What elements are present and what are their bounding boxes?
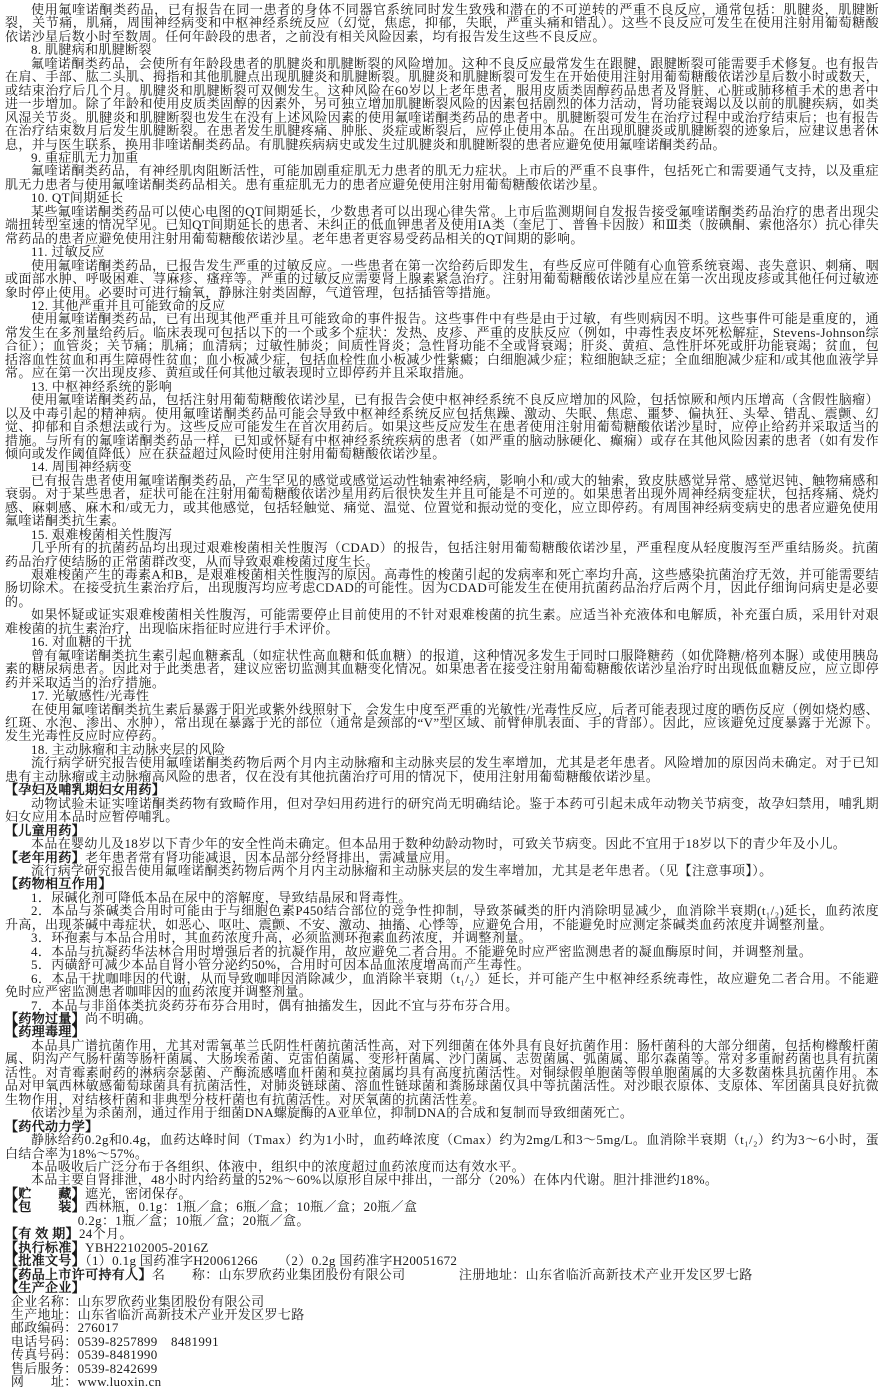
paragraph: 1．尿碱化剂可降低本品在尿中的溶解度，导致结晶尿和肾毒性。 [31, 889, 412, 905]
field-value: 遮光，密闭保存。 [85, 1185, 192, 1201]
field-row [5, 851, 879, 864]
paragraph: 依诺沙星为杀菌剂，通过作用于细菌DNA螺旋酶的A亚单位，抑制DNA的合成和复制而导致细菌死亡。 [31, 1105, 634, 1121]
field-label: 【药品上市许可持有人】 [5, 1266, 152, 1282]
field-label: 【贮 藏】 [5, 1185, 86, 1201]
paragraph: 静脉给药0.2g和0.4g，血药达峰时间（Tmax）约为1小时，血药峰浓度（Cmax）约为2mg/L和3～5mg/L。血消除半衰期（t₁/₂）约为3～6小时，蛋白结合率为18%～57%。 [5, 1132, 879, 1161]
paragraph: 某些氟喹诺酮类药品可以使心电图的QT间期延长，少数患者可以出现心律失常。上市后监测期间自发报告接受氟喹诺酮类药品治疗的患者出现尖端扭转型室速的情况罕见。已知QT间期延长的患者、未纠正的低血钾患者及使用IA类（奎尼丁、普鲁卡因胺）和Ⅲ类（胺碘酮、索他洛尔）抗心律失常药品的患者应避免使用注射用葡萄糖酸依诺沙星。老年患者更容易受药品相关的QT间期的影响。 [5, 203, 879, 246]
section-heading: 18. 主动脉瘤和主动脉夹层的风险 [31, 741, 226, 757]
paragraph: 氟喹诺酮类药品，会使所有年龄段患者的肌腱炎和肌腱断裂的风险增加。这种不良反应最常发生在跟腱，跟腱断裂可能需要手术修复。也有报告在肩、手部、肱二头肌、拇指和其他肌腱点出现肌腱炎和肌腱断裂。肌腱炎和肌腱断裂可发生在开始使用注射用葡萄糖酸依诺沙星后数小时或数天，或结束治疗后几个月。肌腱炎和肌腱断裂可双侧发生。这种风险在60岁以上老年患者，服用皮质类固醇药品患者及肾脏、心脏或肺移植手术的患者中进一步增加。除了年龄和使用皮质类固醇的因素外，另可独立增加肌腱断裂风险的因素包括剧烈的体力活动，肾功能衰竭以及以前的肌腱疾病，如类风湿关节炎。肌腱炎和肌腱断裂也发生在没有上述风险因素的使用氟喹诺酮类药品的患者中。肌腱断裂可发生在治疗过程中或治疗结束后；也有报告在治疗结束数月后发生肌腱断裂。在患者发生肌腱疼痛、肿胀、炎症或断裂后，应停止使用本品。在出现肌腱炎或肌腱断裂的迹象后，应建议患者休息，并与医生联系，换用非喹诺酮类药品。有肌腱疾病病史或发生过肌腱炎和肌腱断裂的患者应避免使用氟喹诺酮类药品。 [5, 55, 879, 152]
info-line: 企业名称：山东罗欣药业集团股份有限公司 [10, 1293, 265, 1309]
section-heading: 12. 其他严重并且可能致命的反应 [31, 297, 226, 313]
paragraph: 在使用氟喹诺酮类抗生素后暴露于阳光或紫外线照射下，会发生中度至严重的光敏性/光毒性反应，后者可能表现过度的晒伤反应（例如烧灼感、红斑、水泡、渗出、水肿），常出现在暴露于光的部位（通常是颈部的“V”型区域、前臂伸肌表面、手的背部）。因此，应该避免过度暴露于光源下。发生光毒性反应时应停药。 [5, 701, 879, 744]
field-label: 【有 效 期】 [5, 1226, 79, 1242]
info-line: 传真号码：0539-8481990 [10, 1347, 158, 1363]
section-heading: 16. 对血糖的干扰 [31, 634, 132, 650]
info-line: 邮政编码：276017 [10, 1320, 119, 1336]
field-value: 尚不明确。 [85, 1010, 152, 1026]
paragraph: 7．本品与非甾体类抗炎药芬布芬合用时，偶有抽搐发生，因此不宜与芬布芬合用。 [31, 997, 519, 1013]
field-value: 西林瓶，0.1g：1瓶／盒；6瓶／盒；10瓶／盒；20瓶／盒 [85, 1199, 418, 1215]
bracket-heading: 【药理毒理】 [5, 1024, 86, 1040]
field-value: （1）0.1g 国药准字H20061266 （2）0.2g 国药准字H20051672 [85, 1253, 458, 1269]
field-value: 老年患者常有肾功能减退，因本品部分经肾排出，需减量应用。 [85, 849, 459, 865]
paragraph: 本品在婴幼儿及18岁以下青少年的安全性尚未确定。但本品用于数种幼龄动物时，可致关节病变。因此不宜用于18岁以下的青少年及小儿。 [31, 836, 847, 852]
paragraph: 3．环孢素与本品合用时，其血药浓度升高，必须监测环孢素血药浓度，并调整剂量。 [31, 930, 532, 946]
bracket-heading: 【孕妇及哺乳期妇女用药】 [5, 782, 166, 798]
paragraph: 本品主要自肾排泄，48小时内给药量的52%～60%以原形自尿中排出，一部分（20%）在体内代谢。胆汁排泄约18%。 [31, 1172, 719, 1188]
paragraph: 艰难梭菌产生的毒素A和B，是艰难梭菌相关性腹泻的原因。高毒性的梭菌引起的发病率和死亡率均升高，这些感染抗菌治疗无效，并可能需要结肠切除术。在接受抗生素治疗后，出现腹泻均应考虑CDAD的可能性。因为CDAD可能发生在使用抗菌药品治疗后两个月，因此仔细询问病史是必要的。 [5, 567, 879, 609]
info-line: 电话号码：0539-8257899 8481991 [10, 1333, 219, 1349]
paragraph: 如果怀疑或证实艰难梭菌相关性腹泻，可能需要停止目前使用的不针对艰难梭菌的抗生素。应适当补充液体和电解质，补充蛋白质，采用针对艰难梭菌的抗生素治疗，出现临床指征时应进行手术评价。 [5, 607, 879, 636]
paragraph: 2．本品与茶碱类合用时可能由于与细胞色素P450结合部位的竞争性抑制，导致茶碱类的肝内消除明显减少，血消除半衰期(t₁/₂)延长，血药浓度升高，出现茶碱中毒症状，如恶心、呕吐、震颤、不安、激动、抽搐、心悸等，应避免合用，不能避免时应测定茶碱类血药浓度并调整剂量。 [5, 903, 879, 932]
field-value: 24个月。 [78, 1226, 133, 1242]
paragraph: 4．本品与抗凝药华法林合用时增强后者的抗凝作用，故应避免二者合用。不能避免时应严密监测患者的凝血酶原时间，并调整剂量。 [31, 943, 813, 959]
hanging-line: 0.2g：1瓶／盒；10瓶／盒；20瓶／盒。 [77, 1212, 310, 1228]
paragraph: 动物试验未证实喹诺酮类药物有致畸作用，但对孕妇用药进行的研究尚无明确结论。鉴于本药可引起未成年动物关节病变，故孕妇禁用，哺乳期妇女应用本品时应暂停哺乳。 [5, 795, 879, 825]
field-value: YBH22102005-2016Z [85, 1239, 209, 1255]
field-row [5, 1241, 879, 1254]
section-heading: 15. 艰难梭菌相关性腹泻 [31, 526, 173, 542]
paragraph: 已有报告患者使用氟喹诺酮类药品，产生罕见的感觉或感觉运动性轴索神经病，影响小和/或大的轴索，致皮肤感觉异常、感觉迟钝、触物痛感和衰弱。对于某些患者，症状可能在注射用葡萄糖酸依诺沙星用药后很快发生并且可能是不可逆的。如果患者出现外周神经病变症状，包括疼痛、烧灼感、麻刺感、麻木和/或无力，或其他感觉，包括轻触觉、痛觉、温觉、位置觉和振动觉的变化，应立即停药。有周围神经病变病史的患者应避免使用氟喹诺酮类抗生素。 [5, 472, 879, 529]
field-row [5, 1187, 879, 1200]
section-heading: 14. 周围神经病变 [31, 459, 132, 475]
field-row [5, 1200, 879, 1213]
info-line: 生产地址：山东省临沂高新技术产业开发区罗七路 [10, 1306, 305, 1322]
bracket-heading: 【药物相互作用】 [5, 876, 112, 892]
bracket-heading: 【生产企业】 [5, 1280, 86, 1296]
info-line: 售后服务：0539-8242699 [10, 1360, 158, 1376]
paragraph: 氟喹诺酮类药品，有神经肌肉阻断活性，可能加剧重症肌无力患者的肌无力症状。上市后的严重不良事件，包括死亡和需要通气支持，以及重症肌无力患者与使用氟喹诺酮类药品相关。患有重症肌无力的患者应避免使用注射用葡萄糖酸依诺沙星。 [5, 163, 879, 192]
paragraph: 本品吸收后广泛分布于各组织、体液中，组织中的浓度超过血药浓度而达有效水平。 [31, 1158, 525, 1174]
section-heading: 13. 中枢神经系统的影响 [31, 378, 173, 394]
paragraph: 使用氟喹诺酮类药品，包括注射用葡萄糖酸依诺沙星，已有报告会使中枢神经系统不良反应增加的风险，包括惊厥和颅内压增高（含假性脑瘤）以及中毒引起的精神病。使用氟喹诺酮类药品可能会导致中枢神经系统反应包括焦躁、激动、失眠、焦虑、噩梦、偏执狂、头晕、错乱、震颤、幻觉、抑郁和自杀想法或行为。这些反应可能发生在首次用药后。如果这些反应发生在患者使用注射用葡萄糖酸依诺沙星时，应停止给药并采取适当的措施。与所有的氟喹诺酮类药品一样，已知或怀疑有中枢神经系统疾病的患者（如严重的脑动脉硬化、癫痫）或存在其他风险因素的患者（如有发作倾向或发作阈值降低）应在获益超过风险时使用注射用葡萄糖酸依诺沙星。 [5, 392, 879, 461]
field-value: 名 称：山东罗欣药业集团股份有限公司 注册地址：山东省临沂高新技术产业开发区罗七路 [151, 1266, 753, 1282]
bracket-heading: 【儿童用药】 [5, 822, 86, 838]
field-label: 【执行标准】 [5, 1239, 86, 1255]
paragraph: 6．本品干扰咖啡因的代谢，从而导致咖啡因消除减少，血消除半衰期（t₁/₂）延长，并可能产生中枢神经系统毒性，故应避免二者合用。不能避免时应严密监测患者咖啡因的血药浓度并调整剂量。 [5, 970, 879, 1000]
section-heading: 10. QT间期延长 [31, 190, 124, 206]
section-heading: 17. 光敏感性/光毒性 [31, 688, 150, 704]
field-row [5, 1227, 879, 1240]
field-label: 【药物过量】 [5, 1010, 86, 1026]
field-label: 【包 装】 [5, 1199, 86, 1215]
paragraph: 使用氟喹诺酮类药品，已有出现其他严重并且可能致命的事件报告。这些事件中有些是由于过敏，有些则病因不明。这些事件可能是重度的，通常发生在多剂量给药后。临床表现可包括以下的一个或多个症状：发热、皮疹、严重的皮肤反应（例如，中毒性表皮坏死松解症，Stevens-Johnson综合征）；血管炎；关节痛；肌痛；血清病；过敏性肺炎；间质性肾炎；急性肾功能不全或肾衰竭；肝炎、黄疸、急性肝坏死或肝功能衰竭；贫血，包括溶血性贫血和再生障碍性贫血；血小板减少症，包括血栓性血小板减少性紫癜；白细胞减少症；粒细胞缺乏症；全血细胞减少症和/或其他血液学异常。应在第一次出现皮疹、黄疸或任何其他过敏表现时立即停药并且采取措施。 [5, 311, 879, 381]
field-label: 【老年用药】 [5, 849, 86, 865]
section-heading: 11. 过敏反应 [31, 244, 105, 260]
field-row [5, 1268, 879, 1281]
section-heading: 9. 重症肌无力加重 [31, 149, 139, 165]
paragraph: 本品具广谱抗菌作用，尤其对需氧革兰氏阴性杆菌抗菌活性高，对下列细菌在体外具有良好抗菌作用：肠杆菌科的大部分细菌，包括枸橼酸杆菌属、阴沟产气肠杆菌等肠杆菌属、大肠埃希菌、克雷伯菌属、变形杆菌属、沙门菌属、志贺菌属、弧菌属、耶尔森菌等。常对多重耐药菌也具有抗菌活性。对青霉素耐药的淋病奈瑟菌、产酶流感嗜血杆菌和莫拉菌属均具有高度抗菌活性。对铜绿假单胞菌等假单胞菌属的大多数菌株具抗菌作用。本品对甲氧西林敏感葡萄球菌具有抗菌活性，对肺炎链球菌、溶血性链球菌和粪肠球菌仅具中等抗菌活性。对沙眼衣原体、支原体、军团菌具良好抗微生物作用，对结核杆菌和非典型分枝杆菌也有抗菌活性。对厌氧菌的抗菌活性差。 [5, 1037, 879, 1107]
info-line: 网 址：www.luoxin.cn [10, 1374, 162, 1390]
field-row [5, 1254, 879, 1267]
paragraph: 流行病学研究报告使用氟喹诺酮类药物后两个月内主动脉瘤和主动脉夹层的发生率增加，尤其是老年患者。风险增加的原因尚未确定。对于已知患有主动脉瘤或主动脉瘤高风险的患者，仅在没有其他抗菌治疗可用的情况下，使用注射用葡萄糖酸依诺沙星。 [5, 755, 879, 784]
bracket-heading: 【药代动力学】 [5, 1118, 99, 1134]
field-label: 【批准文号】 [5, 1253, 86, 1269]
paragraph: 流行病学研究报告使用氟喹诺酮类药物后两个月内主动脉瘤和主动脉夹层的发生率增加，尤其是老年患者。（见【注意事项】）。 [31, 863, 773, 878]
paragraph: 5．丙磺舒可减少本品自肾小管分泌约50%，合用时可因本品血浓度增高而产生毒性。 [31, 957, 530, 973]
paragraph: 曾有氟喹诺酮类抗生素引起血糖紊乱（如症状性高血糖和低血糖）的报道，这种情况多发生于同时口服降糖药（如优降糖/格列本脲）或使用胰岛素的糖尿病患者。因此对于此类患者，建议应密切监测其血糖变化情况。如果患者在接受注射用葡萄糖酸依诺沙星治疗时出现低血糖反应，应立即停药并采取适当的治疗措施。 [5, 647, 879, 690]
field-row [5, 1012, 879, 1025]
paragraph: 使用氟喹诺酮类药品，已报告发生严重的过敏反应。一些患者在第一次给药后即发生，有些反应可伴随有心血管系统衰竭、丧失意识、刺痛、咽或面部水肿、呼吸困难、荨麻疹、瘙痒等。严重的过敏反应需要肾上腺素紧急治疗。注射用葡萄糖酸依诺沙星应在第一次出现皮疹或其他任何过敏迹象时停止使用。必要时可进行输氧，静脉注射类固醇，气道管理，包括插管等措施。 [5, 257, 879, 300]
paragraph: 使用氟喹诺酮类药品，已有报告在同一患者的身体不同器官系统同时发生致残和潜在的不可逆转的严重不良反应，通常包括：肌腱炎，肌腱断裂，关节痛，肌痛，周围神经病变和中枢神经系统反应（幻觉，焦虑，抑郁，失眠，严重头痛和错乱）。这些不良反应可发生在使用注射用葡萄糖酸依诺沙星后数小时至数周。任何年龄段的患者，之前没有相关风险因素，均有报告发生这些不良反应。 [5, 2, 879, 44]
section-heading: 8. 肌腱病和肌腱断裂 [31, 42, 152, 58]
paragraph: 几乎所有的抗菌药品均出现过艰难梭菌相关性腹泻（CDAD）的报告，包括注射用葡萄糖酸依诺沙星，严重程度从轻度腹泻至严重结肠炎。抗菌药品治疗使结肠的正常菌群改变，从而导致艰难梭菌过度生长。 [5, 540, 879, 569]
